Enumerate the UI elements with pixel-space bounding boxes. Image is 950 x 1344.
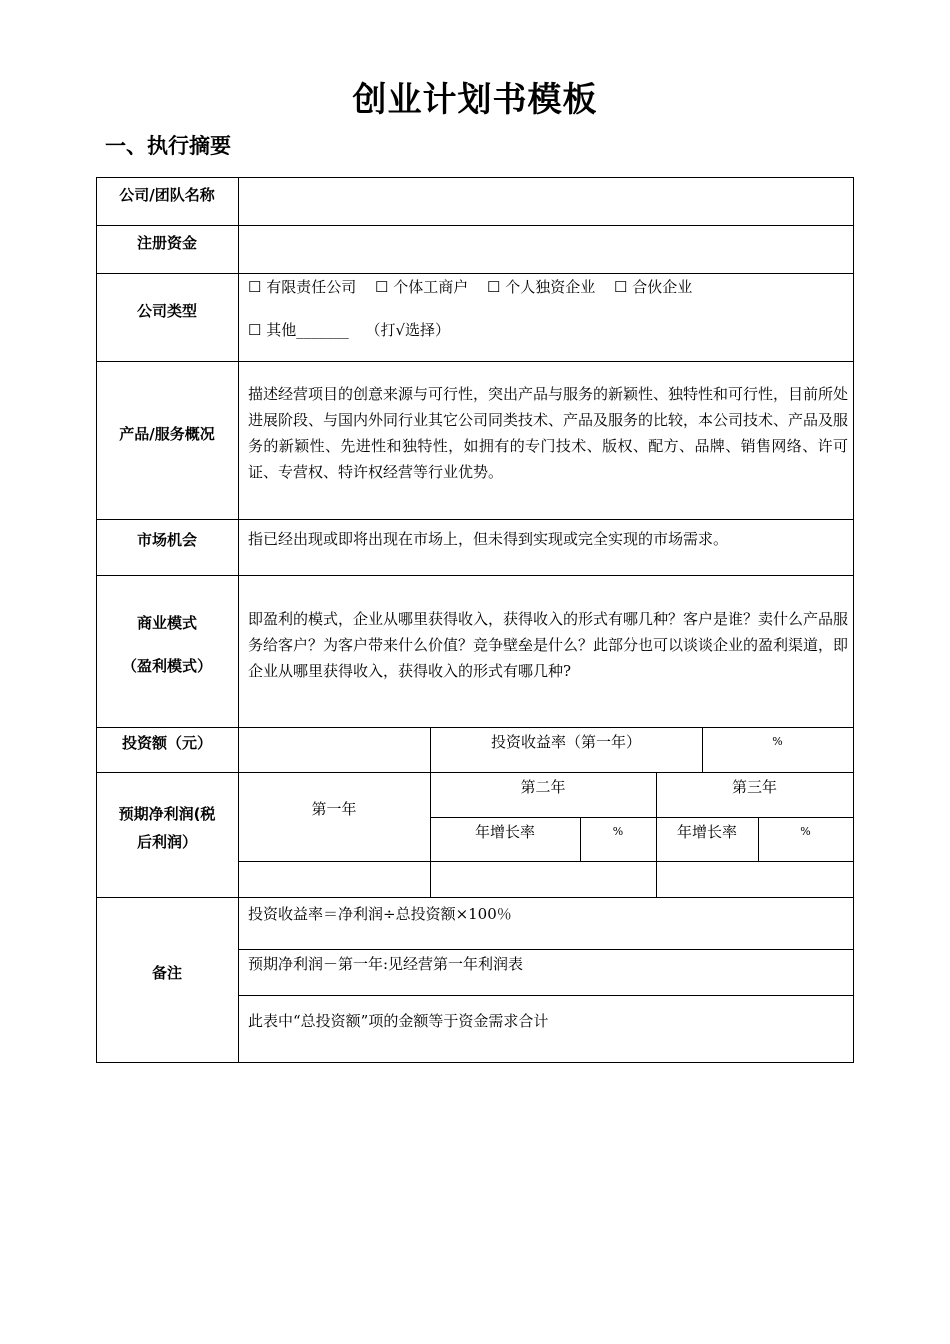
market-label: 市场机会 bbox=[136, 531, 197, 549]
year-1-label: 第一年 bbox=[311, 800, 357, 818]
option-llc[interactable]: ☐ 有限责任公司 bbox=[248, 278, 357, 296]
note-1: 投资收益率＝净利润÷总投资额×100％ bbox=[248, 905, 512, 923]
market-description: 指已经出现或即将出现在市场上，但未得到实现或完全实现的市场需求。 bbox=[248, 530, 729, 548]
year-3-profit-field[interactable] bbox=[657, 862, 853, 897]
note-3: 此表中“总投资额”项的金额等于资金需求合计 bbox=[248, 1012, 549, 1030]
company-type-other-row bbox=[248, 317, 848, 343]
year-2-growth-label: 年增长率 bbox=[474, 823, 535, 841]
net-profit-label: 预期净利润(税 bbox=[118, 805, 216, 823]
company-name-field[interactable] bbox=[239, 178, 853, 225]
company-name-label: 公司/团队名称 bbox=[119, 186, 215, 204]
year-3-growth-percent[interactable]: % bbox=[800, 825, 811, 838]
profit-model-label: （盈利模式） bbox=[121, 657, 212, 675]
year-2-growth-percent[interactable]: % bbox=[612, 825, 624, 838]
note-2: 预期净利润－第一年:见经营第一年利润表 bbox=[248, 955, 524, 973]
roi-percent[interactable]: % bbox=[772, 735, 783, 748]
year-3-growth-label: 年增长率 bbox=[676, 823, 737, 841]
business-model-description: 即盈利的模式，企业从哪里获得收入，获得收入的形式有哪几种？客户是谁？卖什么产品服务给客户？为客户带来什么价值？竞争壁垒是什么？此部分也可以谈谈企业的盈利渠道，即企业从哪里获得收入，获得收入的形式有哪几种? bbox=[248, 610, 849, 680]
page-title: 创业计划书模板 bbox=[352, 80, 598, 120]
company-type-options bbox=[248, 274, 848, 300]
notes-label: 备注 bbox=[151, 964, 182, 982]
company-type-label: 公司类型 bbox=[136, 302, 197, 320]
product-label: 产品/服务概况 bbox=[119, 425, 215, 443]
option-sole-proprietorship[interactable]: ☐ 个人独资企业 bbox=[487, 278, 596, 296]
option-other[interactable]: ☐ 其他_______ bbox=[248, 321, 349, 339]
registered-capital-field[interactable] bbox=[239, 226, 853, 273]
investment-label: 投资额（元） bbox=[121, 734, 212, 752]
investment-field[interactable] bbox=[239, 728, 430, 772]
year-1-profit-field[interactable] bbox=[239, 862, 430, 897]
section-heading: 一、执行摘要 bbox=[105, 134, 231, 158]
after-tax-profit-label: 后利润） bbox=[136, 833, 197, 851]
option-individual-business[interactable]: ☐ 个体工商户 bbox=[375, 278, 469, 296]
option-partnership[interactable]: ☐ 合伙企业 bbox=[614, 278, 693, 296]
year-3-label: 第三年 bbox=[731, 778, 777, 796]
roi-label: 投资收益率（第一年） bbox=[490, 733, 641, 751]
business-model-label: 商业模式 bbox=[136, 614, 197, 632]
registered-capital-label: 注册资金 bbox=[136, 234, 197, 252]
type-hint: （打√选择） bbox=[365, 321, 451, 339]
product-description: 描述经营项目的创意来源与可行性，突出产品与服务的新颖性、独特性和可行性，目前所处进展阶段、与国内外同行业其它公司同类技术、产品及服务的比较，本公司技术、产品及服务的新颖性、先进性和独特性，如拥有的专门技术、版权、配方、品牌、销售网络、许可证、专营权、特许权经营等行业优势。 bbox=[248, 385, 849, 481]
year-2-profit-field[interactable] bbox=[431, 862, 656, 897]
year-2-label: 第二年 bbox=[520, 778, 566, 796]
